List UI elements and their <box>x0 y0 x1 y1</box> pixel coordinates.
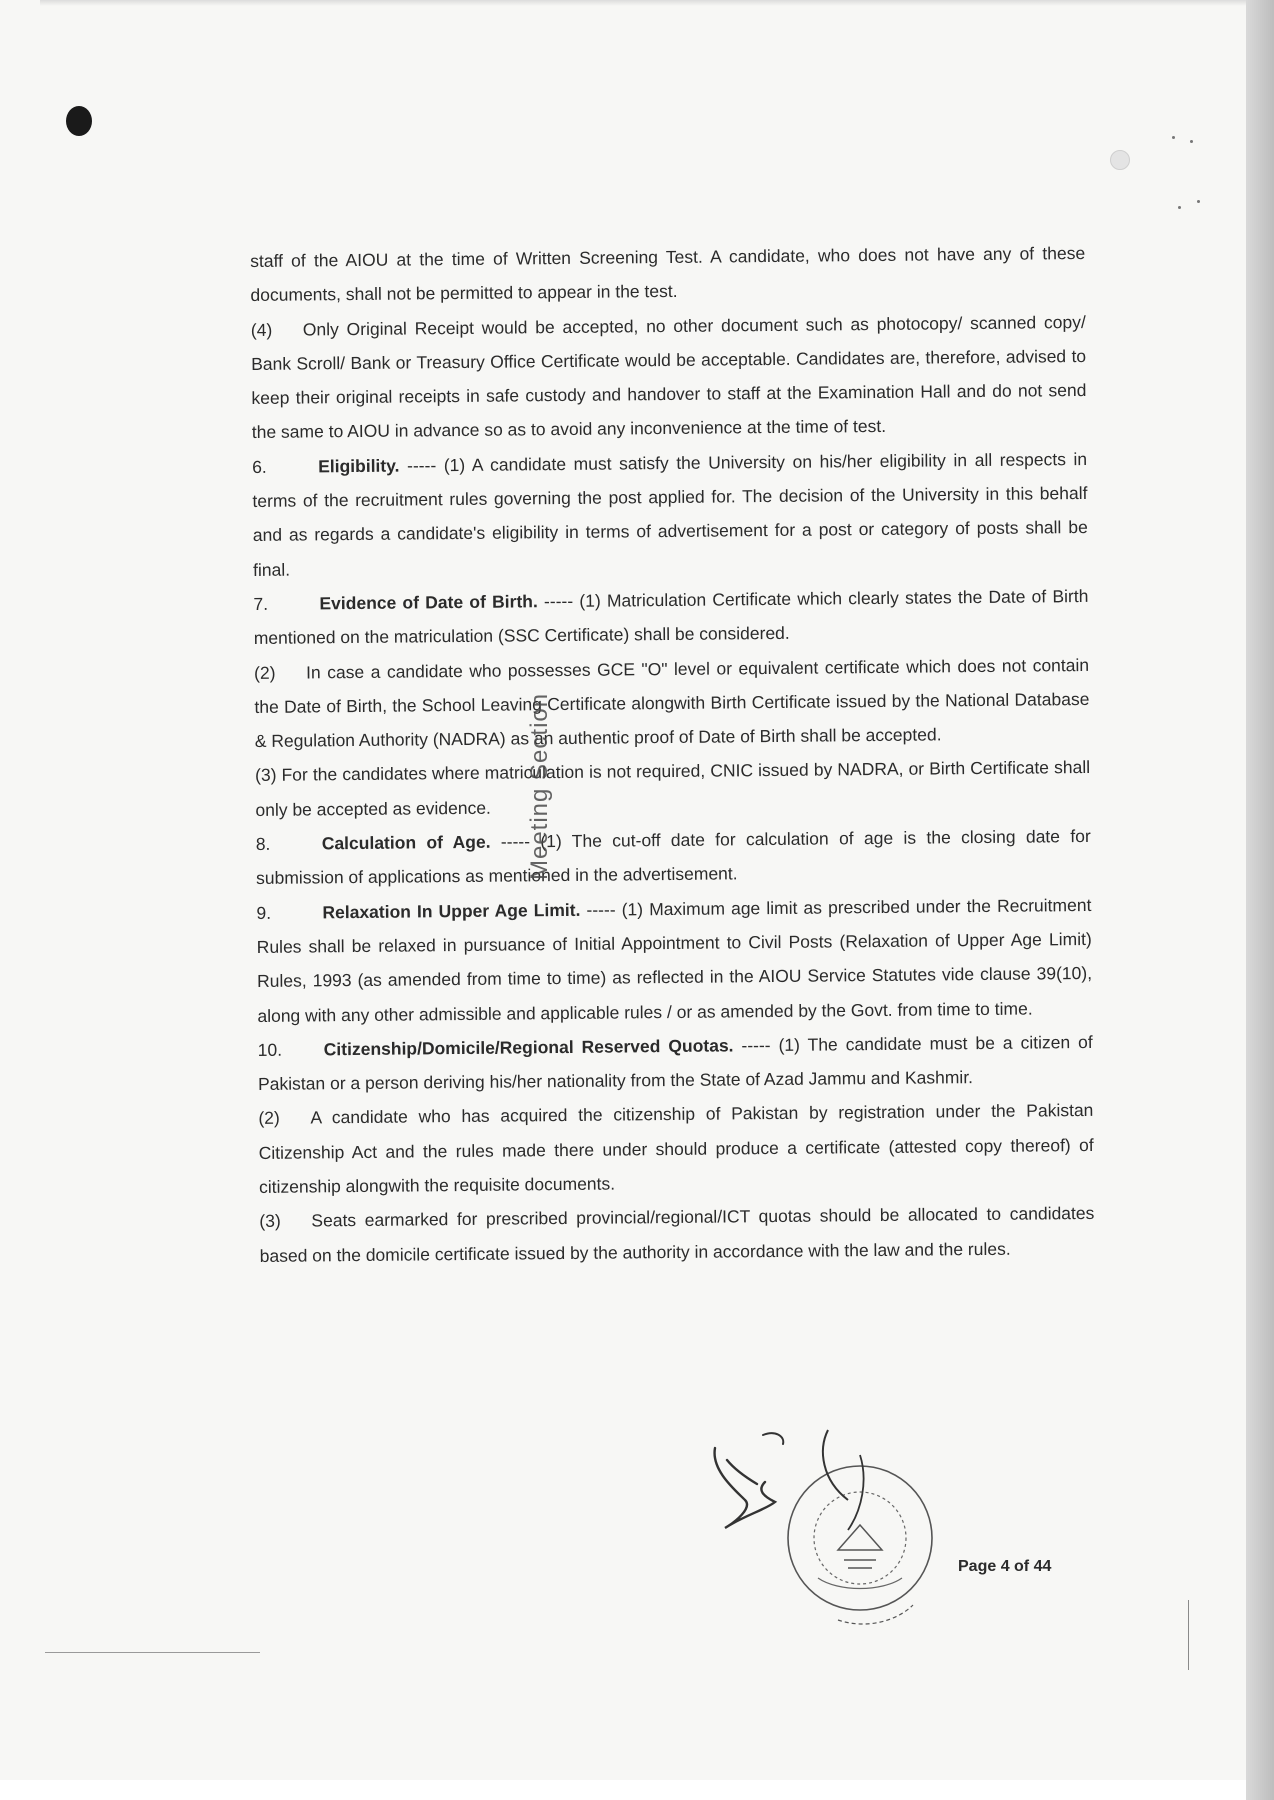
section-text: ----- (1) The cut-off date for calculation of age is the closing date for submission of applications as mentioned in the advertisement. <box>255 826 1091 889</box>
punch-hole <box>66 106 92 136</box>
clause-5-4 <box>251 305 1087 450</box>
clause-10-3 <box>259 1196 1095 1273</box>
section-title: Evidence of Date of Birth. <box>319 591 538 614</box>
speck <box>1197 200 1200 203</box>
footer-rule <box>45 1652 260 1653</box>
clause-text: Seats earmarked for prescribed provincial/regional/ICT quotas should be allocated to candidates based on the domicile certificate issued by the authority in accordance with the law and the rules. <box>259 1203 1095 1266</box>
section-title: Eligibility. <box>318 455 400 477</box>
university-seal-icon <box>778 1420 948 1635</box>
punch-hole-mark <box>1110 150 1130 170</box>
section-number: 10. <box>257 1039 283 1060</box>
page-right-edge <box>1246 0 1274 1800</box>
speck <box>1190 140 1193 143</box>
speck <box>1178 206 1181 209</box>
section-9 <box>256 888 1092 1033</box>
page-top-edge <box>40 0 1250 6</box>
section-text: ----- (1) The candidate must be a citizen of Pakistan or a person deriving his/her nationality from the State of Azad Jammu and Kashmir. <box>257 1031 1093 1095</box>
clause-number: (2) <box>258 1108 280 1129</box>
section-title: Relaxation In Upper Age Limit. <box>322 899 581 922</box>
document-body <box>250 236 1095 1273</box>
clause-10-2 <box>258 1093 1094 1204</box>
section-number: 8. <box>255 833 271 855</box>
section-number: 6. <box>252 456 267 477</box>
section-text: ----- (1) Maximum age limit as prescribed under the Recruitment Rules shall be relaxed in pursuance of Initial Appointment to Civil Posts (Relaxation of Upper Age Limit) Rules, 1993 (as amended from time to time) as reflected in the AIOU Service Statutes vide clause 39(10), along with any other admissible and applicable rules / or as amended by the Govt. from time to time. <box>256 894 1093 1026</box>
section-6 <box>252 442 1088 587</box>
watermark-stamp: Meeting Section <box>526 692 553 880</box>
section-number: 9. <box>256 902 272 923</box>
clause-7-2 <box>254 648 1090 759</box>
section-title: Citizenship/Domicile/Regional Reserved Quotas. <box>323 1035 734 1060</box>
section-title: Calculation of Age. <box>321 831 491 854</box>
section-text: ----- (1) A candidate must satisfy the University on his/her eligibility in all respects in terms of the recruitment rules governing the post applied for. The decision of the University in this behalf and as regards a candidate's eligibility in terms of advertisement for a post or category of posts shall be final. <box>252 448 1088 580</box>
clause-number: (3) <box>259 1211 281 1232</box>
section-number: 7. <box>253 593 269 614</box>
clause-7-3: (3) For the candidates where matriculation is not required, CNIC issued by NADRA, or Birth Certificate shall only be accepted as evidence. <box>255 757 1091 820</box>
speck <box>1172 136 1175 139</box>
section-text: ----- (1) Matriculation Certificate which clearly states the Date of Birth mentioned on the matriculation (SSC Certificate) shall be considered. <box>253 585 1089 649</box>
clause-number: (4) <box>250 319 273 340</box>
clause-text: In case a candidate who possesses GCE "O" level or equivalent certificate which does not contain the Date of Birth, the School Leaving Certificate alongwith Birth Certificate issued by the National Database & Regulation Authority (NADRA) as an authentic proof of Date of Birth shall be accepted. <box>254 654 1090 752</box>
section-7 <box>253 579 1089 656</box>
clause-number: (2) <box>254 662 276 683</box>
margin-rule <box>1188 1600 1189 1670</box>
section-10 <box>258 1025 1094 1102</box>
section-8 <box>256 819 1092 896</box>
continuation-paragraph: staff of the AIOU at the time of Written Screening Test. A candidate, who does not have any of these documents, shall not be permitted to appear in the test. <box>250 242 1086 306</box>
clause-text: Only Original Receipt would be accepted, no other document such as photocopy/ scanned copy/ Bank Scroll/ Bank or Treasury Office Certificate would be acceptable. Candidates are, therefore, advised to keep their original receipts in safe custody and handover to staff at the Examination Hall and do not send the same to AIOU in advance so as to avoid any inconvenience at the time of test. <box>251 311 1087 443</box>
page-number: Page 4 of 44 <box>958 1558 1052 1575</box>
clause-text: A candidate who has acquired the citizenship of Pakistan by registration under the Pakistan Citizenship Act and the rules made there under should produce a certificate (attested copy thereof) of citizenship alongwith the requisite documents. <box>258 1100 1094 1197</box>
